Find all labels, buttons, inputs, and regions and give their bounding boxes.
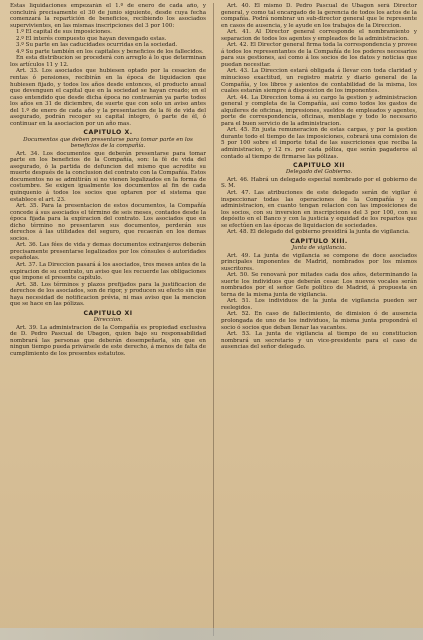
paragraph: Art. 51. Los individuos de la junta de vigilancia pueden ser reelegidos. bbox=[221, 298, 417, 311]
scan-edge-strip bbox=[0, 628, 423, 640]
paragraph: En esta distribucion se procederá con arreglo á lo que determinan los artículos 11 y 12. bbox=[10, 55, 206, 68]
chapter-heading: CAPITULO XIII. bbox=[290, 237, 348, 245]
paragraph: Art. 35. Para la presentacion de estos documentos, la Compañía concede á sus asociados el término de seis meses, contados desde la época fijada para la expiracion del contrato. Los asociados que en dicho término no presentaren sus documentos, perderán sus derechos á las utilidades del seguro, que recaerán en los demas socios. bbox=[10, 203, 206, 242]
paragraph: Art. 37. La Direccion pasará á los asociados, tres meses antes de la expiracion de su contrato, un aviso que les recuerde las obligaciones que impone el presente capítulo. bbox=[10, 261, 206, 282]
chapter-heading: CAPITULO XII bbox=[293, 162, 345, 170]
left-column bbox=[10, 3, 206, 636]
paragraph: Art. 50. Se renovará por mitades cada dos años, determinando la suerte los individuos que deberán cesar. Los nuevos vocales serán nombrados por el señor Gefe político de Madrid, á propuesta en terna de la misma junta de vigilancia. bbox=[221, 272, 417, 298]
text-columns bbox=[10, 3, 417, 636]
paragraph: 3.º Su parte en las caducidades ocurridas en la sociedad. bbox=[16, 42, 178, 49]
column-divider bbox=[213, 3, 214, 636]
paragraph: Art. 33. Los asociados que hubiesen optado por la cesacion de rentas ó pensiones, recibirán en la época de liquidacion que hubiesen fijado, y todos los años desde entonces, el producto anual que devenguen el capital que en la sociedad se hayan creado; en el caso entendido que desde dicha época no contraerán ya parte todos los años en 31 de diciembre, de suerte que con solo un aviso antes del 1.º de enero de cada año y la presentacion de la fé de vida del asegurado, podrán recoger su capital íntegro, ó parte de él, ó continuar en la asociacion por un año mas. bbox=[10, 68, 206, 127]
paragraph: Art. 48. El delegado del gobierno presidirá la junta de vigilancia. bbox=[227, 229, 410, 236]
paragraph: Art. 46. Habrá un delegado especial nombrado por el gobierno de S. M. bbox=[221, 176, 417, 190]
chapter-subtitle: Documentos que deben presentarse para tomar parte en los beneficios de la compañía. bbox=[23, 136, 193, 150]
paragraph: 1.º El capital de sus imposiciones. bbox=[16, 29, 112, 36]
paragraph: Art. 34. Los documentos que deberán presentarse para tomar parte en los beneficios de la Compañía, son: la fé de vida del asegurado, ó la partida de defuncion del mismo que acredite su muerte después de la conclusion del contrato con la Compañía. Estos documentos no se admitirán si no vienen legalizados en la forma de costumbre. Se exigen igualmente los documentos al fin de cada quinquenio á todos los socios que optaren por el sistema que establece el art. 23. bbox=[10, 150, 206, 203]
paragraph: Art. 47. Las atribuciones de este delegado serán de vigilar é inspeccionar todas las operaciones de la Compañía y su administracion, en cuanto tengan relacion con las imposiciones de los socios, con su inversion en inscripciones del 3 por 100, con su depósito en el Banco y con la justicia y equidad de los repartos que se efectúen en las épocas de liquidacion de sociedades. bbox=[221, 189, 417, 229]
paragraph: Art. 45. En justa remuneracion de estas cargas, y por la gestion durante todo el tiempo de las imposiciones, cobrará una comision de 5 por 100 sobre el importe total de las suscriciones que reciba la administracion, y 12 rs. por cada póliza, que serán pagaderos al contado al tiempo de firmarse las pólizas. bbox=[221, 127, 417, 160]
paragraph: 2.º El interés compuesto que hayan devengado estas. bbox=[16, 35, 167, 42]
paragraph: Art. 53. La junta de vigilancia al tiempo de su constitucion nombrará un secretario y un vice-presidente para el caso de ausencias del señor delegado. bbox=[221, 331, 417, 351]
paragraph: Art. 41. Al Director general corresponde el nombramiento y separacion de todos los agentes y empleados de la administracion. bbox=[221, 29, 417, 42]
paragraph: Art. 44. La Direccion toma á su cargo la gestion y administracion general y completa de la Compañía, así como todos los gastos de alquileres de oficinas, impresiones, sueldos de empleados y agentes, porte de correspondencia, oficinas, menblage y todo lo necesario para el buen servicio de la administracion. bbox=[221, 94, 417, 127]
chapter-heading: CAPITULO X. bbox=[83, 129, 133, 137]
paragraph: Art. 38. Los términos y plazos prefijados para la justificacion de derechos de los asociados, son de rigor, y producen su efecto sin que haya necesidad de notificacion prévia, ni mas aviso que la mencion que se hace en las pólizas. bbox=[10, 281, 206, 308]
paragraph: Art. 49. La junta de vigilancia se compone de doce asociados principales imponentes de Madrid, nombrados por los mismos suscritores. bbox=[221, 252, 417, 272]
chapter-subtitle: Delegado del Gobierno. bbox=[285, 169, 353, 176]
chapter-subtitle: Direccion. bbox=[93, 317, 123, 324]
paragraph: Art. 36. Las fées de vida y demas documentos extranjeros deberán precisamente presentarse legalizados por los cónsules ó autoridades españolas. bbox=[10, 242, 206, 262]
paragraph: Art. 43. La Direccion estará obligada á llevar con toda claridad y minucioso exactitud, un registro matriz y diario general de la Compañía, y los libros y asientos de contabilidad de la misma, los cuales estarán siempre á disposicion de los imponentes. bbox=[221, 68, 417, 95]
paragraph: Art. 42. El Director general firma toda la correspondencia y provee á todos los representantes de la Compañía de los poderes necesarios para sus gestiones, así como á los socios de los datos y noticias que puedan necesitar. bbox=[221, 42, 417, 68]
chapter-heading: CAPITULO XI bbox=[83, 309, 133, 317]
chapter-subtitle: Junta de vigilancia. bbox=[291, 245, 347, 251]
right-column bbox=[221, 3, 417, 636]
paragraph: Art. 52. En caso de fallecimiento, de dimision ó de ausencia prolongada de uno de los individuos, la misma junta propondrá el socio ó socios que deban llenar las vacantes. bbox=[221, 311, 417, 331]
paragraph: Art. 40. El mismo D. Pedro Pascual de Ubagon será Director general, y como tal encargado de la gerencia de todos los actos de la compañía. Podrá nombrar un sub-director general que le represente en casos de ausencia, y le ayude en los trabajos de la Direccion. bbox=[221, 3, 417, 29]
paragraph: Art. 39. La administracion de la Compañía es propiedad exclusiva de D. Pedro Pascual de Ubagon, quien bajo su responsabilidad nombrará las personas que deberán desempeñarla, sin que en ningun tiempo pueda privársele de este derecho, á menos de falta de cumplimiento de los presentes estatutos. bbox=[10, 324, 206, 357]
paragraph: Estas liquidaciones empezarán el 1.º de enero de cada año, y concluirá precisamente el 30 de junio siguiente, desde cuya fecha comenzará la repartición de beneficios, recibiendo los asociados supervivientes, en las mismas inscripciones del 3 por 100: bbox=[10, 3, 206, 29]
paragraph: 4.º Su parte también en los capitales y beneficios de los fallecidos. bbox=[16, 48, 204, 55]
